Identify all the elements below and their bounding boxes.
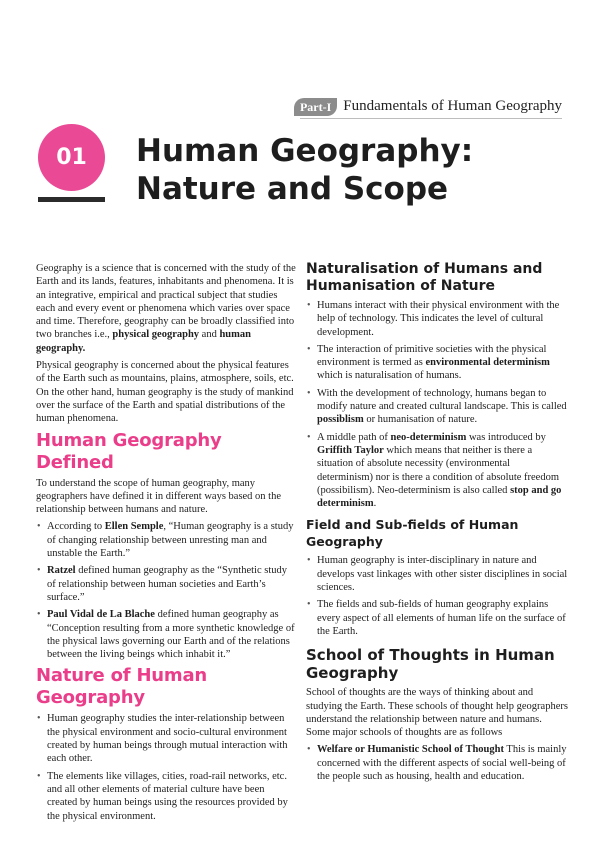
name-ellen-semple: Ellen Semple (104, 521, 164, 533)
term-environmental-determinism: environmental determinism (425, 357, 550, 369)
item-text: which means that neither is there a situation of absolute necessity (environmental determinism) nor is there a condition of absolute freedom (possibilism). Neo-determinism is also called (317, 444, 560, 496)
term-physical-geography: physical geography (112, 329, 200, 341)
chapter-number-badge: 01 (38, 124, 105, 191)
list-item: • Humans interact with their physical environment with the help of technology. This indicates the level of cultural development. (306, 299, 568, 339)
list-item: • The elements like villages, cities, road-rail networks, etc. and all other elements of material culture have been created by human beings using the resources provided by the physical environment. (36, 770, 296, 823)
section-heading-fields: Field and Sub-fields of Human Geography (306, 517, 519, 550)
defined-paragraph: To understand the scope of human geography, many geographers have defined it in different ways based on the relationship between humans and nature. (36, 477, 282, 516)
list-item: • A middle path of neo-determinism was introduced by Griffith Taylor which means that neither is there a situation of absolute necessity (environmental determinism) nor is there a condition of absolute freedom (possibilism). Neo-determinism is also called stop and go determinism. (306, 431, 568, 511)
list-item (36, 608, 296, 661)
item-text: which is naturalisation of humans. (317, 370, 462, 382)
term-stop-and-go-determinism: stop and go determinism (317, 484, 562, 510)
section-heading-nature: Nature of Human Geography (36, 665, 208, 709)
term-welfare-school: Welfare or Humanistic School of Thought (317, 744, 504, 756)
name-ratzel: Ratzel (47, 565, 76, 577)
def-text: defined human geography as the “Synthetic study of relationship between human societies and Earth’s surface.” (47, 565, 287, 603)
fields-list (306, 554, 568, 638)
chapter-title-line2: Nature and Scope (136, 171, 449, 207)
definitions-list (36, 520, 296, 661)
def-text: defined human geography as “Conception resulting from a more synthetic knowledge of the physical laws governing our Earth and of the relations between the living beings which inhabit it.” (47, 609, 295, 661)
list-item (306, 343, 568, 383)
list-item (36, 564, 296, 604)
list-item: • Human geography is inter-disciplinary in nature and develops vast linkages with other sister disciplines in social sciences. (306, 554, 568, 594)
term-possiblism: possiblism (317, 414, 364, 426)
schools-paragraph: School of thoughts are the ways of thinking about and studying the Earth. These schools of thought help geographers understand the relationship between nature and humans. Some major schools of thoughts are as follows (306, 687, 568, 739)
list-item: • Human geography studies the inter-relationship between the physical environment and socio-cultural environment created by human beings through mutual interaction with each other. (36, 712, 296, 765)
list-item (306, 743, 568, 783)
name-griffith-taylor: Griffith Taylor (317, 444, 384, 456)
def-text: , “Human geography is a study of changing relationship between unresting man and unstable the Earth.” (47, 521, 294, 560)
section-heading-defined: Human Geography Defined (36, 429, 222, 473)
def-prefix: According to (47, 521, 103, 533)
naturalisation-list (306, 299, 568, 510)
part-badge: Part-I (294, 98, 337, 116)
header-divider (300, 118, 562, 119)
schools-list (306, 743, 568, 783)
list-item (306, 387, 568, 427)
item-text: This is mainly concerned with the different aspects of social well-being of the people such as housing, health and education. (317, 744, 567, 783)
chapter-rule (38, 197, 105, 202)
section-heading-schools: School of Thoughts in Human Geography (306, 646, 555, 683)
chapter-title-line1: Human Geography: (136, 133, 474, 169)
term-neo-determinism: neo-determinism (390, 431, 467, 443)
section-heading-naturalisation: Naturalisation of Humans and Humanisation of Nature (306, 261, 543, 294)
nature-list (36, 712, 296, 822)
item-text: With the development of technology, humans began to modify nature and created cultural landscape. This is called (317, 387, 567, 413)
list-item: • The fields and sub-fields of human geography explains every aspect of all elements of human life on the surface of the Earth. (306, 598, 568, 638)
part-header (294, 97, 562, 116)
right-column (306, 258, 568, 787)
intro-paragraph-1 (36, 262, 296, 355)
term-human-geography: human geography. (36, 329, 251, 354)
item-text: A middle path of (317, 431, 388, 443)
intro-and: and (201, 329, 217, 341)
intro-paragraph-2: Physical geography is concerned about the physical features of the Earth such as mountains, plains, atmosphere, soils, etc. On the other hand, human geography is the study of mankind over the surface of the Earth and spatial distributions of the human phenomena. (36, 360, 294, 425)
item-text: The interaction of primitive societies with the physical environment is termed as (317, 343, 547, 369)
item-text: was introduced by (468, 431, 546, 443)
list-item (36, 520, 296, 560)
item-text: or humanisation of nature. (366, 414, 478, 426)
left-column (36, 262, 296, 827)
chapter-title (136, 132, 473, 208)
part-title: Fundamentals of Human Geography (343, 98, 562, 114)
name-vidal-de-la-blache: Paul Vidal de La Blache (47, 609, 155, 621)
intro-text: Geography is a science that is concerned with the study of the Earth and its lands, features, inhabitants and phenomena. It is an integrative, empirical and practical subject that studies each and every event or phenomena which varies over space and time. Therefore, geography can be broadly classified into two branches i.e., (36, 263, 296, 341)
